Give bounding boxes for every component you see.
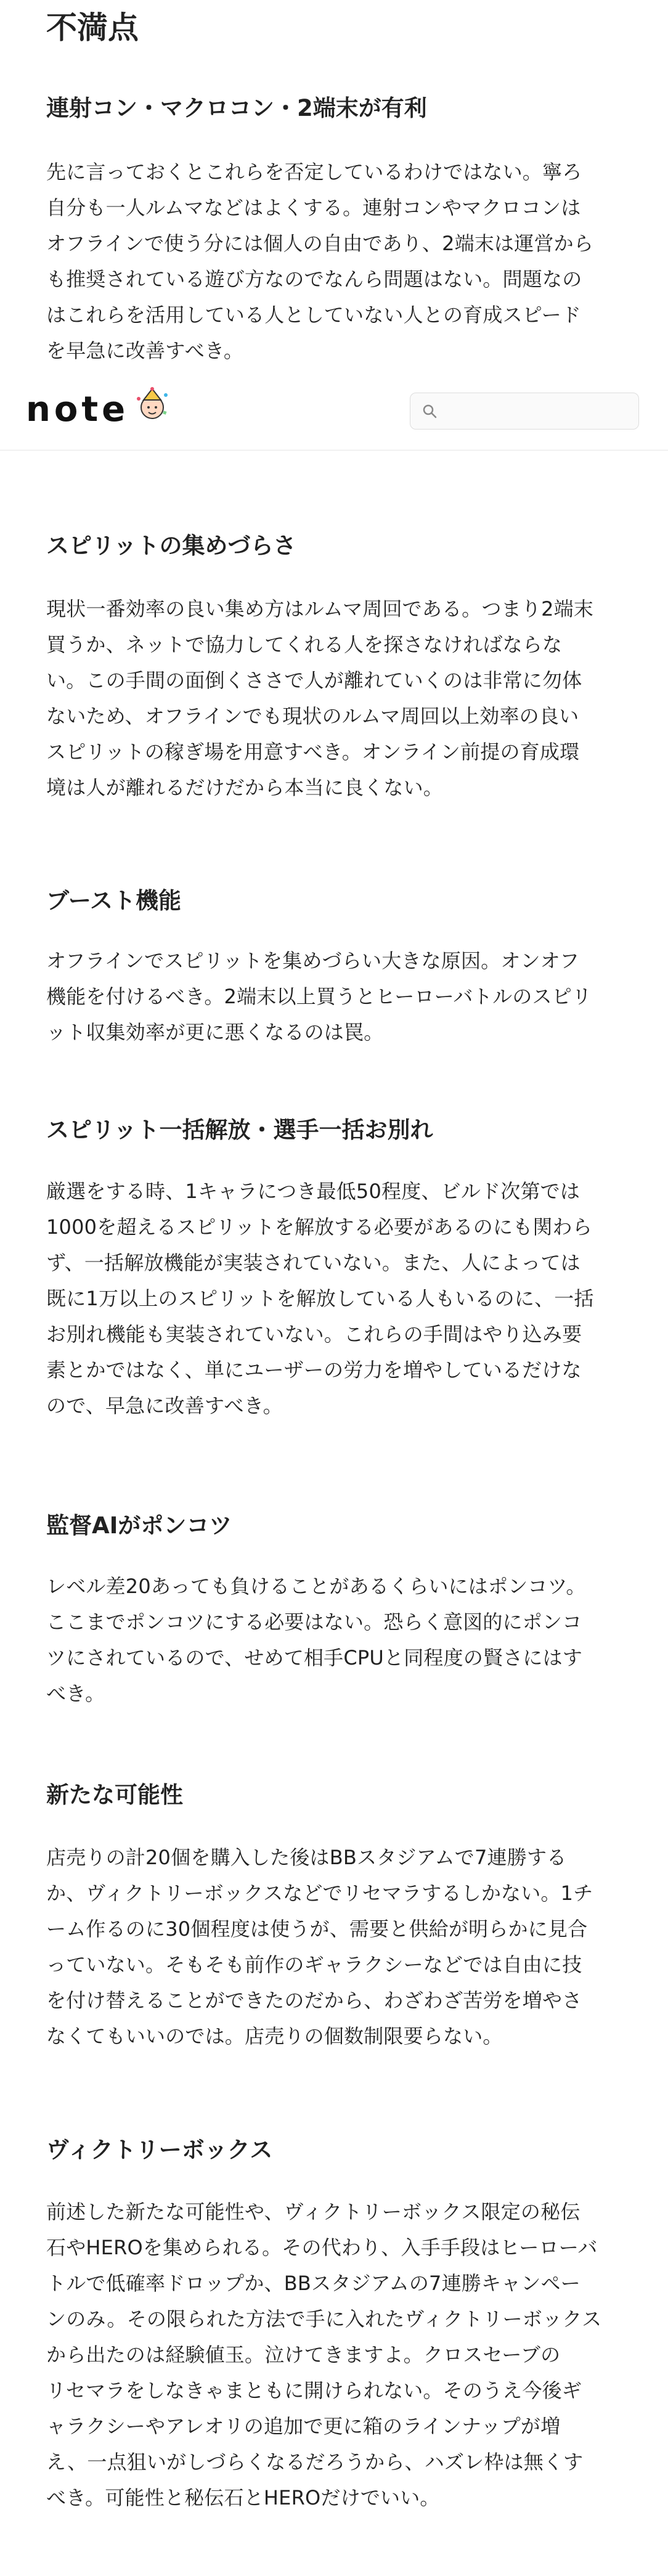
paragraph-line: 1000を超えるスピリットを解放する必要があるのにも関わら [46,1215,592,1239]
paragraph-line: を付け替えることができたのだから、わざわざ苦労を増やさ [46,1989,582,2012]
party-mascot-icon [135,386,169,432]
section-paragraph [46,591,619,805]
paragraph-line: ャラクシーやアレオリの追加で更に箱のラインナップが増 [46,2415,561,2438]
section-heading: 新たな可能性 [46,1782,183,1808]
paragraph-line: 石やHEROを集められる。その代わり、入手手段はヒーローバ [46,2236,598,2259]
paragraph-line: 機能を付けるべき。2端末以上買うとヒーローバトルのスピリ [46,985,592,1008]
paragraph-line: い。この手間の面倒くささで人が離れていくのは非常に勿体 [46,669,582,692]
section-heading: 連射コン・マクロコン・2端末が有利 [46,95,427,121]
paragraph-line: 前述した新たな可能性や、ヴィクトリーボックス限定の秘伝 [46,2200,580,2223]
paragraph-line: レベル差20あっても負けることがあるくらいにはポンコツ。 [46,1575,586,1598]
paragraph-line: オフラインで使う分には個人の自由であり、2端末は運営から [46,232,594,255]
search-icon [422,403,438,422]
paragraph-line: も推奨されている遊び方なのでなんら問題はない。問題なの [46,267,582,291]
paragraph-line: ンのみ。その限られた方法で手に入れたヴィクトリーボックス [46,2307,602,2331]
paragraph-line: 現状一番効率の良い集め方はルムマ周回である。つまり2端末 [46,597,594,621]
paragraph-line: べき。可能性と秘伝石とHEROだけでいい。 [46,2486,440,2509]
paragraph-line: 素とかではなく、単にユーザーの労力を増やしているだけな [46,1358,582,1382]
paragraph-line: ず、一括解放機能が実装されていない。また、人によっては [46,1251,580,1274]
section-paragraph [46,943,619,1050]
paragraph-line: 厳選をする時、1キャラにつき最低50程度、ビルド次第では [46,1180,580,1203]
section-paragraph [46,1568,619,1711]
paragraph-line: 既に1万以上のスピリットを解放している人もいるのに、一括 [46,1287,594,1310]
logo-text: note [26,389,129,430]
paragraph-line: から出たのは経験値玉。泣けてきますよ。クロスセーブの [46,2343,561,2366]
paragraph-line: ツにされているので、せめて相手CPUと同程度の賢さにはす [46,1646,583,1669]
paragraph-line: はこれらを活用している人としていない人との育成スピード [46,303,582,327]
paragraph-line: リセマラをしなきゃまともに開けられない。そのうえ今後ギ [46,2379,582,2402]
paragraph-line: ここまでポンコツにする必要はない。恐らく意図的にポンコ [46,1610,582,1634]
paragraph-line: オフラインでスピリットを集めづらい大きな原因。オンオフ [46,949,580,972]
section-heading: スピリット一括解放・選手一括お別れ [46,1117,433,1143]
paragraph-line: え、一点狙いがしづらくなるだろうから、ハズレ枠は無くす [46,2450,584,2474]
section-heading: 監督AIがポンコツ [46,1512,232,1539]
paragraph-line: か、ヴィクトリーボックスなどでリセマラするしかない。1チ [46,1881,593,1905]
search-box[interactable] [410,393,639,430]
paragraph-line: 店売りの計20個を購入した後はBBスタジアムで7連勝する [46,1846,567,1869]
section-heading: スピリットの集めづらさ [46,532,296,559]
section-paragraph [46,1840,619,2054]
page-title: 不満点 [46,10,139,46]
paragraph-line: ないため、オフラインでも現状のルムマ周回以上効率の良い [46,704,579,728]
paragraph-line: 先に言っておくとこれらを否定しているわけではない。寧ろ [46,160,582,184]
paragraph-line: ので、早急に改善すべき。 [46,1394,283,1417]
paragraph-line: お別れ機能も実装されていない。これらの手間はやり込み要 [46,1323,582,1346]
paragraph-line: 境は人が離れるだけだから本当に良くない。 [46,776,444,799]
site-header [0,373,668,450]
paragraph-line: っていない。そもそも前作のギャラクシーなどでは自由に技 [46,1953,582,1976]
paragraph-line: スピリットの稼ぎ場を用意すべき。オンライン前提の育成環 [46,740,580,764]
paragraph-line: ット収集効率が更に悪くなるのは罠。 [46,1021,384,1044]
section-paragraph [46,154,619,369]
paragraph-line: 買うか、ネットで協力してくれる人を探さなければならな [46,633,563,656]
section-paragraph [46,2194,619,2516]
paragraph-line: を早急に改善すべき。 [46,339,244,362]
section-paragraph [46,1173,619,1424]
paragraph-line: ーム作るのに30個程度は使うが、需要と供給が明らかに見合 [46,1917,588,1941]
paragraph-line: なくてもいいのでは。店売りの個数制限要らない。 [46,2024,503,2048]
section-heading: ヴィクトリーボックス [46,2137,273,2163]
paragraph-line: べき。 [46,1682,105,1705]
paragraph-line: 自分も一人ルムマなどはよくする。連射コンやマクロコンは [46,196,581,219]
search-input[interactable] [445,398,632,425]
note-logo[interactable] [26,386,169,432]
section-heading: ブースト機能 [46,887,182,914]
paragraph-line: トルで低確率ドロップか、BBスタジアムの7連勝キャンペー [46,2272,580,2295]
